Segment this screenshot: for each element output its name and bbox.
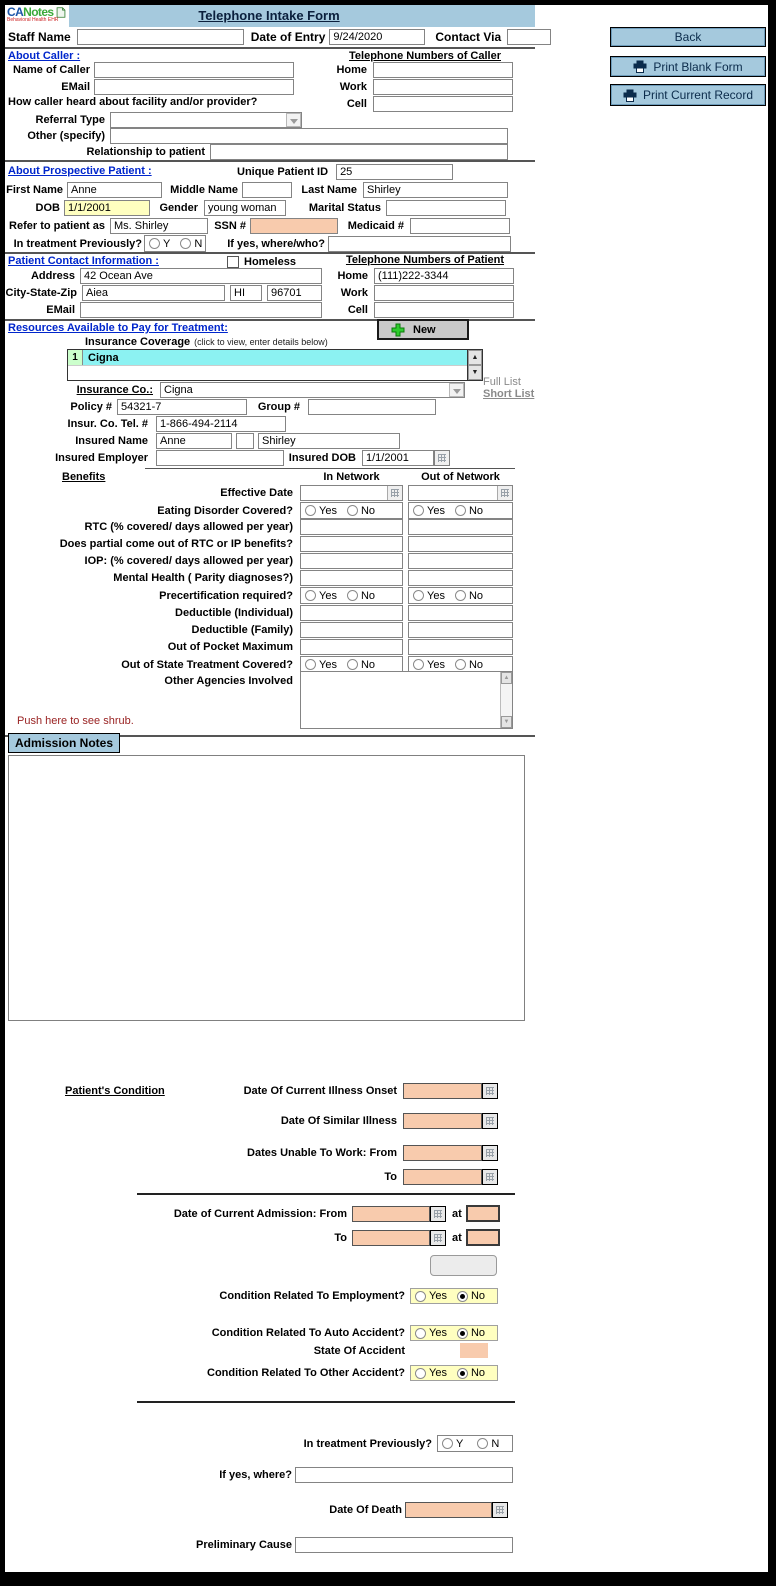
illness-onset-label: Date Of Current Illness Onset xyxy=(243,1085,397,1097)
date-of-death-label: Date Of Death xyxy=(329,1504,402,1516)
yes-label: Yes xyxy=(319,589,337,602)
yes-radio[interactable] xyxy=(415,1328,426,1339)
gender-label: Gender xyxy=(159,202,198,214)
state-of-accident-input[interactable] xyxy=(460,1343,488,1358)
insurance-tel-input[interactable] xyxy=(156,416,286,432)
yes-radio[interactable] xyxy=(305,505,316,516)
yes-label: Yes xyxy=(319,658,337,671)
address-input[interactable] xyxy=(80,268,322,284)
homeless-label: Homeless xyxy=(244,256,296,268)
insurance-list-item[interactable] xyxy=(68,350,467,365)
insurance-list-empty-row[interactable] xyxy=(68,365,467,380)
yes-radio[interactable] xyxy=(305,659,316,670)
printer-icon xyxy=(633,60,647,73)
benefits-heading: Benefits xyxy=(62,471,106,483)
group-label: Group # xyxy=(257,401,300,413)
rtc-in-input[interactable] xyxy=(300,519,403,535)
caller-work-label: Work xyxy=(339,81,367,93)
gender-input[interactable] xyxy=(204,200,286,216)
ifyes-input[interactable] xyxy=(328,236,511,252)
effective-date-in[interactable] xyxy=(300,485,403,501)
patient-email-input[interactable] xyxy=(80,302,322,318)
patient-work-input[interactable] xyxy=(374,285,514,301)
y-radio[interactable] xyxy=(442,1438,453,1449)
other-agencies-textarea[interactable] xyxy=(300,671,513,729)
caller-other-label: Other (specify) xyxy=(27,130,105,142)
admission-notes-textarea[interactable] xyxy=(8,755,525,1021)
admission-to-input[interactable] xyxy=(352,1230,430,1246)
oos-covered-label: Out of State Treatment Covered? xyxy=(121,658,293,671)
ifyes-label: If yes, where/who? xyxy=(227,237,325,250)
city-input[interactable] xyxy=(82,285,225,301)
out-of-network-header: Out of Network xyxy=(421,471,500,483)
prev-treatment2-label: In treatment Previously? xyxy=(303,1437,432,1450)
staff-name-input[interactable] xyxy=(77,29,244,45)
resources-link[interactable]: Resources Available to Pay for Treatment: xyxy=(8,322,228,334)
other-agencies-text[interactable] xyxy=(301,672,500,728)
effective-date-in-input[interactable] xyxy=(301,487,387,499)
no-label: No xyxy=(360,504,376,517)
no-radio[interactable] xyxy=(457,1328,468,1339)
no-label: No xyxy=(468,589,484,602)
employment-radio-group xyxy=(410,1288,498,1304)
patient-phones-heading: Telephone Numbers of Patient xyxy=(345,254,505,266)
insurance-coverage-hint: (click to view, enter details below) xyxy=(194,337,328,347)
scroll-up-icon[interactable]: ▲ xyxy=(501,672,512,684)
middle-name-input[interactable] xyxy=(242,182,292,198)
yes-radio[interactable] xyxy=(305,590,316,601)
caller-heard-label: How caller heard about facility and/or provider? xyxy=(8,96,258,108)
admission-from-input[interactable] xyxy=(352,1206,430,1222)
patient-work-label: Work xyxy=(340,287,368,299)
refer-as-input[interactable] xyxy=(110,218,208,234)
caller-cell-label: Cell xyxy=(346,98,367,110)
patient-home-label: Home xyxy=(337,270,368,282)
current-admission-to-label: To xyxy=(334,1231,347,1244)
scroll-up-icon[interactable]: ▲ xyxy=(468,350,482,365)
unable-to-work-to-label: To xyxy=(384,1171,397,1183)
refer-as-label: Refer to patient as xyxy=(9,220,105,232)
caller-name-label: Name of Caller xyxy=(12,64,90,76)
dedind-in-input[interactable] xyxy=(300,605,403,621)
divider xyxy=(5,160,535,162)
insurance-item-name: Cigna xyxy=(83,350,467,365)
divider xyxy=(5,47,535,49)
chevron-down-icon[interactable] xyxy=(286,113,301,127)
in-network-header: In Network xyxy=(323,471,380,483)
y-label: Y xyxy=(163,237,171,250)
unique-patient-id-input[interactable] xyxy=(336,164,453,180)
insured-dob-label: Insured DOB xyxy=(288,452,356,464)
yes-radio[interactable] xyxy=(415,1368,426,1379)
no-radio[interactable] xyxy=(455,505,466,516)
dedfam-in-input[interactable] xyxy=(300,622,403,638)
no-radio[interactable] xyxy=(347,659,358,670)
calendar-icon[interactable] xyxy=(492,1502,508,1518)
calendar-icon[interactable] xyxy=(434,450,450,466)
prev-treatment-label: In treatment Previously? xyxy=(13,237,142,250)
y-label: Y xyxy=(456,1437,464,1450)
insured-employer-label: Insured Employer xyxy=(55,452,148,464)
caller-other-input[interactable] xyxy=(110,128,508,144)
back-button[interactable] xyxy=(610,27,766,47)
first-name-input[interactable] xyxy=(67,182,162,198)
oop-out-input[interactable] xyxy=(408,639,513,655)
iop-label: IOP: (% covered/ days allowed per year) xyxy=(84,555,293,567)
referral-type-select[interactable] xyxy=(110,112,302,128)
ifyes-where-label: If yes, where? xyxy=(219,1469,292,1481)
insured-mi-input[interactable] xyxy=(236,433,254,449)
no-radio[interactable] xyxy=(457,1291,468,1302)
preliminary-cause-input[interactable] xyxy=(295,1537,513,1553)
insured-name-label: Insured Name xyxy=(75,435,148,447)
insured-last-input[interactable] xyxy=(258,433,400,449)
medicaid-input[interactable] xyxy=(410,218,510,234)
precert-out-radio-group xyxy=(408,587,513,604)
middle-name-label: Middle Name xyxy=(170,184,238,196)
caller-email-input[interactable] xyxy=(94,79,294,95)
about-patient-link[interactable]: About Prospective Patient : xyxy=(8,165,152,177)
insurance-item-number: 1 xyxy=(68,350,83,365)
caller-home-input[interactable] xyxy=(373,62,513,78)
auto-accident-radio-group xyxy=(410,1325,498,1341)
group-input[interactable] xyxy=(308,399,436,415)
no-radio[interactable] xyxy=(347,505,358,516)
calendar-icon[interactable] xyxy=(430,1206,446,1222)
calendar-icon[interactable] xyxy=(387,486,402,500)
yes-radio[interactable] xyxy=(413,505,424,516)
insured-employer-input[interactable] xyxy=(156,450,284,466)
insurance-co-value[interactable] xyxy=(161,384,449,396)
printer-icon xyxy=(623,89,637,102)
page-title: Telephone Intake Form xyxy=(198,8,340,23)
print-current-record-label: Print Current Record xyxy=(642,88,754,102)
other-accident-label: Condition Related To Other Accident? xyxy=(207,1367,405,1379)
admission-from-time-input[interactable] xyxy=(466,1205,500,1222)
prev-treatment-n-radio[interactable] xyxy=(180,238,191,249)
preliminary-cause-label: Preliminary Cause xyxy=(196,1539,292,1551)
marital-status-input[interactable] xyxy=(386,200,506,216)
insurance-tel-label: Insur. Co. Tel. # xyxy=(67,418,148,430)
iop-out-input[interactable] xyxy=(408,553,513,569)
yes-label: Yes xyxy=(427,504,445,517)
shrub-link[interactable]: Push here to see shrub. xyxy=(17,715,134,727)
csz-label: City-State-Zip xyxy=(5,287,77,299)
insurance-co-select[interactable] xyxy=(160,382,465,398)
print-blank-form-label: Print Blank Form xyxy=(653,59,743,74)
textarea-scrollbar xyxy=(500,672,512,728)
prev-treatment-y-radio[interactable] xyxy=(149,238,160,249)
referral-type-label: Referral Type xyxy=(35,114,105,126)
unable-to-work-from-label: Dates Unable To Work: From xyxy=(247,1147,397,1159)
n-radio[interactable] xyxy=(477,1438,488,1449)
last-name-input[interactable] xyxy=(363,182,508,198)
yes-radio[interactable] xyxy=(415,1291,426,1302)
no-radio[interactable] xyxy=(455,590,466,601)
no-radio[interactable] xyxy=(457,1368,468,1379)
unique-patient-id-label: Unique Patient ID xyxy=(237,166,329,178)
effective-date-out[interactable] xyxy=(408,485,513,501)
no-label: No xyxy=(468,504,484,517)
patient-cell-input[interactable] xyxy=(374,302,514,318)
current-admission-from-label: Date of Current Admission: From xyxy=(173,1207,347,1220)
divider xyxy=(145,468,515,469)
short-list-link[interactable]: Short List xyxy=(483,388,535,400)
prev-treatment2-radio-group xyxy=(437,1435,513,1452)
precert-label: Precertification required? xyxy=(159,589,293,602)
no-label: No xyxy=(470,1290,486,1302)
dedind-out-input[interactable] xyxy=(408,605,513,621)
deductible-individual-label: Deductible (Individual) xyxy=(175,607,293,619)
partial-in-input[interactable] xyxy=(300,536,403,552)
calendar-icon[interactable] xyxy=(482,1145,498,1161)
caller-name-input[interactable] xyxy=(94,62,294,78)
caller-work-input[interactable] xyxy=(373,79,513,95)
canotes-logo xyxy=(5,5,69,27)
caller-phones-heading: Telephone Numbers of Caller xyxy=(349,50,501,62)
eating-in-radio-group xyxy=(300,502,403,519)
dob-input[interactable] xyxy=(64,200,150,216)
yes-label: Yes xyxy=(429,1327,447,1339)
other-accident-radio-group xyxy=(410,1365,498,1381)
illness-onset-input[interactable] xyxy=(403,1083,482,1099)
yes-label: Yes xyxy=(427,589,445,602)
about-caller-link[interactable]: About Caller : xyxy=(8,50,81,62)
state-of-accident-label: State Of Accident xyxy=(313,1344,405,1357)
caller-cell-input[interactable] xyxy=(373,96,513,112)
scroll-down-icon[interactable]: ▼ xyxy=(468,365,482,380)
yes-label: Yes xyxy=(429,1367,447,1379)
insurance-coverage-list xyxy=(67,349,483,381)
yes-radio[interactable] xyxy=(413,659,424,670)
n-label: N xyxy=(194,237,203,250)
first-name-label: First Name xyxy=(6,184,63,196)
homeless-checkbox[interactable] xyxy=(227,256,239,268)
print-current-record-button[interactable] xyxy=(610,84,766,106)
insured-first-input[interactable] xyxy=(156,433,232,449)
no-label: No xyxy=(360,658,376,671)
no-radio[interactable] xyxy=(455,659,466,670)
new-button-label: New xyxy=(413,323,436,336)
calendar-icon[interactable] xyxy=(482,1113,498,1129)
logo-tagline: Behavioral Health EHR xyxy=(7,17,59,23)
state-input[interactable] xyxy=(230,285,262,301)
unable-to-input[interactable] xyxy=(403,1169,482,1185)
no-label: No xyxy=(470,1367,486,1379)
date-of-death-input[interactable] xyxy=(405,1502,492,1518)
patient-home-input[interactable] xyxy=(374,268,514,284)
eating-out-radio-group xyxy=(408,502,513,519)
ssn-input[interactable] xyxy=(250,218,338,234)
patient-email-label: EMail xyxy=(46,304,75,316)
n-label: N xyxy=(491,1437,500,1450)
patients-condition-heading: Patient's Condition xyxy=(65,1085,165,1097)
similar-illness-input[interactable] xyxy=(403,1113,482,1129)
other-agencies-label: Other Agencies Involved xyxy=(164,675,293,687)
new-insurance-button[interactable] xyxy=(377,319,469,340)
rtc-out-input[interactable] xyxy=(408,519,513,535)
eating-covered-label: Eating Disorder Covered? xyxy=(157,504,293,517)
caller-home-label: Home xyxy=(336,64,367,76)
ifyes-where-input[interactable] xyxy=(295,1467,513,1483)
calendar-icon[interactable] xyxy=(482,1169,498,1185)
insurance-co-label: Insurance Co.: xyxy=(76,384,153,396)
contact-via-input[interactable] xyxy=(507,29,551,45)
admission-notes-tab[interactable] xyxy=(8,733,120,753)
caller-email-label: EMail xyxy=(61,81,90,93)
no-label: No xyxy=(360,589,376,602)
at-label: at xyxy=(452,1207,462,1220)
patient-contact-link[interactable]: Patient Contact Information : xyxy=(8,255,159,267)
logo-ca: CA xyxy=(7,5,24,19)
list-scrollbar xyxy=(467,350,482,380)
date-of-entry-label: Date of Entry xyxy=(250,30,326,44)
policy-label: Policy # xyxy=(70,401,112,413)
precert-in-radio-group xyxy=(300,587,403,604)
blank-button[interactable] xyxy=(430,1255,497,1276)
iop-in-input[interactable] xyxy=(300,553,403,569)
effective-date-label: Effective Date xyxy=(220,487,293,499)
ssn-label: SSN # xyxy=(214,220,246,232)
divider xyxy=(137,1193,515,1195)
similar-illness-label: Date Of Similar Illness xyxy=(280,1115,397,1127)
no-label: No xyxy=(470,1327,486,1339)
yes-radio[interactable] xyxy=(413,590,424,601)
dob-label: DOB xyxy=(35,202,60,214)
calendar-icon[interactable] xyxy=(497,486,512,500)
relationship-input[interactable] xyxy=(210,144,508,160)
auto-accident-label: Condition Related To Auto Accident? xyxy=(211,1327,405,1339)
yes-label: Yes xyxy=(427,658,445,671)
at-label: at xyxy=(452,1231,462,1244)
staff-name-label: Staff Name xyxy=(8,30,71,44)
print-blank-form-button[interactable] xyxy=(610,56,766,77)
chevron-down-icon[interactable] xyxy=(449,383,464,397)
date-of-entry-input[interactable] xyxy=(329,29,425,45)
mental-health-label: Mental Health ( Parity diagnoses?) xyxy=(113,572,293,584)
insured-dob-input[interactable] xyxy=(362,450,434,466)
dedfam-out-input[interactable] xyxy=(408,622,513,638)
plus-icon xyxy=(391,323,405,337)
admission-to-time-input[interactable] xyxy=(466,1229,500,1246)
no-label: No xyxy=(468,658,484,671)
employment-related-label: Condition Related To Employment? xyxy=(219,1290,405,1302)
contact-via-label: Contact Via xyxy=(435,30,502,44)
deductible-family-label: Deductible (Family) xyxy=(191,624,293,636)
rtc-label: RTC (% covered/ days allowed per year) xyxy=(84,521,293,533)
relationship-label: Relationship to patient xyxy=(86,146,205,158)
last-name-label: Last Name xyxy=(301,184,357,196)
referral-type-value[interactable] xyxy=(111,114,286,126)
partial-out-input[interactable] xyxy=(408,536,513,552)
address-label: Address xyxy=(30,270,75,282)
full-list-link[interactable]: Full List xyxy=(483,376,521,388)
medicaid-label: Medicaid # xyxy=(347,220,404,232)
marital-status-label: Marital Status xyxy=(308,202,381,214)
policy-input[interactable] xyxy=(117,399,247,415)
insurance-coverage-label: Insurance Coverage xyxy=(85,336,191,348)
calendar-icon[interactable] xyxy=(482,1083,498,1099)
mental-out-input[interactable] xyxy=(408,570,513,586)
logo-notes: Notes xyxy=(23,5,54,19)
admission-notes-tab-label: Admission Notes xyxy=(14,736,113,750)
partial-label: Does partial come out of RTC or IP benefits? xyxy=(59,538,293,550)
patient-cell-label: Cell xyxy=(347,304,368,316)
calendar-icon[interactable] xyxy=(430,1230,446,1246)
oop-max-label: Out of Pocket Maximum xyxy=(167,641,293,653)
divider xyxy=(137,1401,515,1403)
oop-in-input[interactable] xyxy=(300,639,403,655)
yes-label: Yes xyxy=(319,504,337,517)
prev-treatment-radio-group xyxy=(144,235,206,252)
effective-date-out-input[interactable] xyxy=(409,487,497,499)
no-radio[interactable] xyxy=(347,590,358,601)
mental-in-input[interactable] xyxy=(300,570,403,586)
unable-from-input[interactable] xyxy=(403,1145,482,1161)
yes-label: Yes xyxy=(429,1290,447,1302)
back-button-label: Back xyxy=(674,30,702,44)
scroll-down-icon[interactable]: ▼ xyxy=(501,716,512,728)
